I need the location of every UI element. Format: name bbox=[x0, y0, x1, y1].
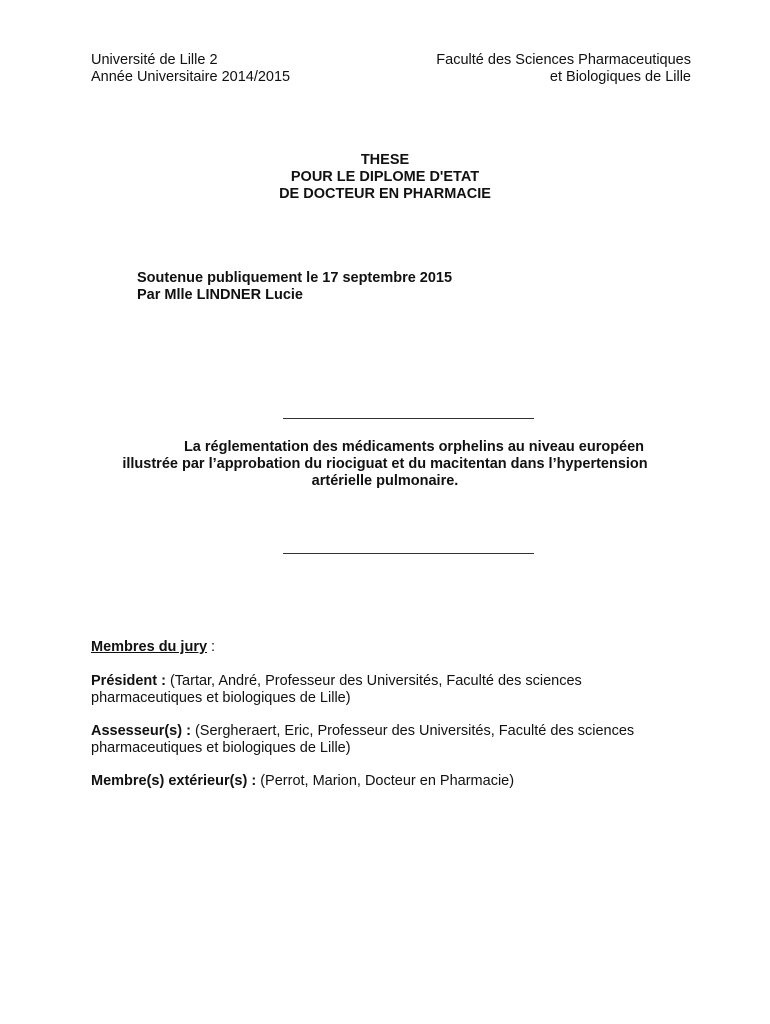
header-university-block bbox=[91, 52, 411, 86]
thesis-subject-line3: artérielle pulmonaire. bbox=[311, 473, 459, 489]
thesis-title bbox=[0, 152, 770, 203]
jury-assessor bbox=[91, 723, 711, 757]
divider-top bbox=[283, 418, 534, 419]
president-detail-line1: (Tartar, André, Professeur des Universités, Faculté des sciences bbox=[165, 673, 582, 689]
thesis-title-line3: DE DOCTEUR EN PHARMACIE bbox=[279, 186, 491, 202]
faculty-name-line2: et Biologiques de Lille bbox=[549, 69, 691, 85]
jury-section bbox=[91, 639, 711, 790]
jury-heading-colon: : bbox=[207, 639, 216, 655]
thesis-title-line1: THESE bbox=[360, 152, 410, 168]
assessor-role: Assesseur(s) : bbox=[91, 723, 191, 739]
thesis-title-line2: POUR LE DIPLOME D'ETAT bbox=[290, 169, 480, 185]
thesis-subject-line2: illustrée par l’approbation du riociguat et du macitentan dans l’hypertension bbox=[122, 456, 648, 472]
external-member-detail: (Perrot, Marion, Docteur en Pharmacie) bbox=[256, 773, 515, 789]
author-name: Par Mlle LINDNER Lucie bbox=[137, 287, 303, 303]
president-role: Président : bbox=[91, 673, 166, 689]
thesis-subject-line1: La réglementation des médicaments orphelins au niveau européen bbox=[183, 439, 645, 455]
university-name: Université de Lille 2 bbox=[91, 52, 218, 68]
jury-heading-row bbox=[91, 639, 711, 656]
jury-president bbox=[91, 673, 711, 707]
assessor-detail-line1: (Sergheraert, Eric, Professeur des Universités, Faculté des sciences bbox=[190, 723, 635, 739]
jury-heading: Membres du jury bbox=[91, 639, 208, 655]
thesis-subject bbox=[60, 439, 710, 490]
jury-external-member bbox=[91, 773, 711, 790]
header-faculty-block bbox=[371, 52, 691, 86]
faculty-name-line1: Faculté des Sciences Pharmaceutiques bbox=[436, 52, 691, 68]
external-member-role: Membre(s) extérieur(s) : bbox=[91, 773, 257, 789]
defense-date: Soutenue publiquement le 17 septembre 2015 bbox=[137, 270, 453, 286]
assessor-detail-line2: pharmaceutiques et biologiques de Lille) bbox=[91, 740, 351, 756]
defense-info bbox=[137, 270, 452, 304]
divider-bottom bbox=[283, 553, 534, 554]
president-detail-line2: pharmaceutiques et biologiques de Lille) bbox=[91, 690, 351, 706]
academic-year: Année Universitaire 2014/2015 bbox=[91, 69, 291, 85]
